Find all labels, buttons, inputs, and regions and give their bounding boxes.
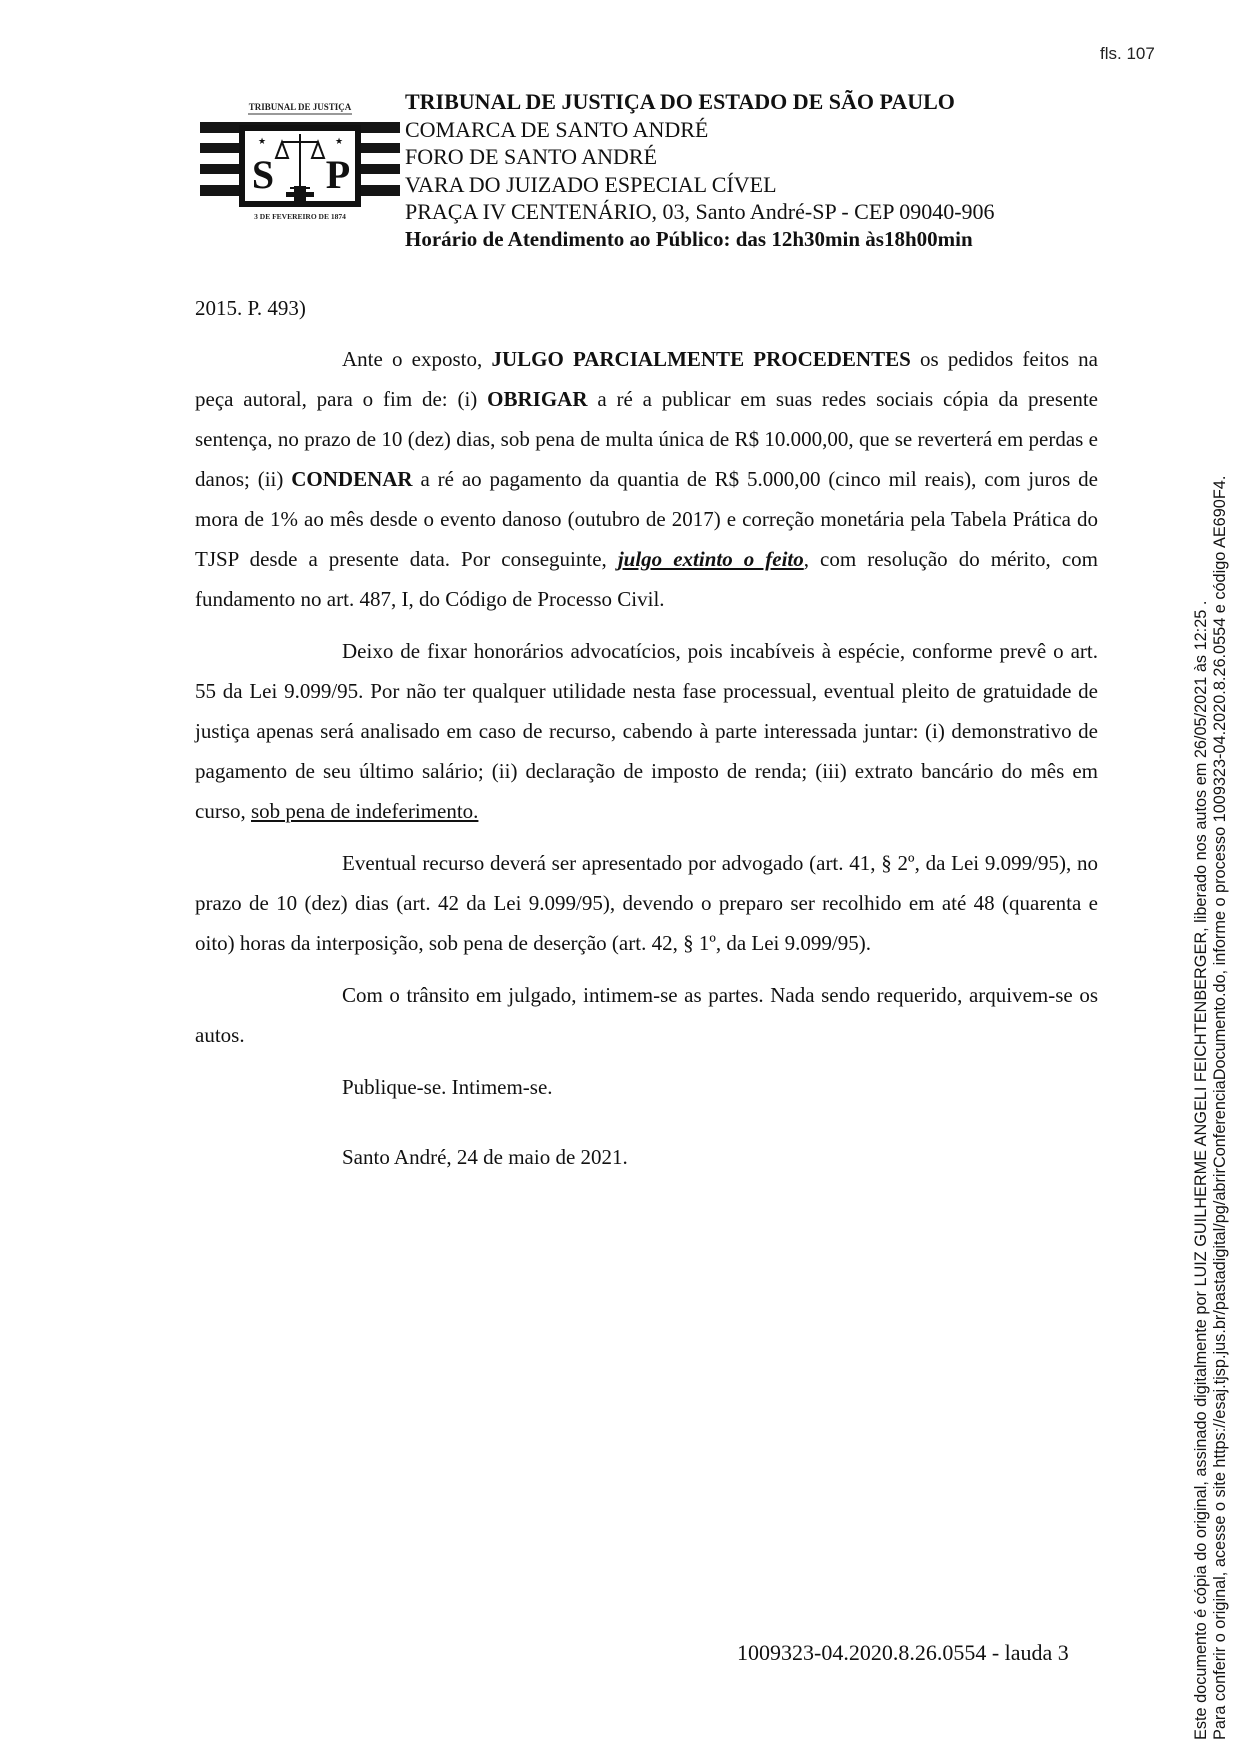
- comarca-line: COMARCA DE SANTO ANDRÉ: [405, 116, 709, 142]
- logo-top-text: TRIBUNAL DE JUSTIÇA: [248, 102, 352, 112]
- court-header: [405, 88, 995, 253]
- court-seal-logo: [198, 76, 402, 224]
- svg-text:★: ★: [258, 136, 267, 146]
- verdict-text-2: os pedidos feitos na peça autoral, para o fim de: (i): [195, 347, 1098, 411]
- fees-text: Deixo de fixar honorários advocatícios, pois incabíveis à espécie, conforme prevê o art. 55 da Lei 9.099/95. Por não ter qualquer utilidade nesta fase processual, eventual pleito de gratuidade de justiça apenas será analisado em caso de recurso, cabendo à parte interessada juntar: (i) demonstrativo de pagamento de seu último salário; (ii) declaração de imposto de renda; (iii) extrato bancário do mês em curso,: [195, 639, 1098, 823]
- vara-line: VARA DO JUIZADO ESPECIAL CÍVEL: [405, 171, 777, 197]
- paragraph-fees: [195, 631, 1098, 831]
- address-line: PRAÇA IV CENTENÁRIO, 03, Santo André-SP - CEP 09040-906: [405, 199, 995, 224]
- paragraph-appeal: Eventual recurso deverá ser apresentado por advogado (art. 41, § 2º, da Lei 9.099/95), no prazo de 10 (dez) dias (art. 42 da Lei 9.099/95), devendo o preparo ser recolhido em até 48 (quarenta e oito) horas da interposição, sob pena de deserção (art. 42, § 1º, da Lei 9.099/95).: [195, 851, 1098, 955]
- verdict-text-4: a ré ao pagamento da quantia de R$ 5.000,00 (cinco mil reais), com juros de mora de 1% ao mês desde o evento danoso (outubro de 2017) e correção monetária pela Tabela Prática do TJSP desde a presente data. Por conseguinte,: [195, 467, 1098, 571]
- court-name: TRIBUNAL DE JUSTIÇA DO ESTADO DE SÃO PAULO: [405, 89, 955, 114]
- logo-letter-s: S: [251, 152, 275, 197]
- svg-text:★: ★: [335, 136, 344, 146]
- paragraph-citation-end: 2015. P. 493): [195, 296, 306, 320]
- verdict-bold-1: JULGO PARCIALMENTE PROCEDENTES: [491, 347, 911, 371]
- signature-note-line-1: Este documento é cópia do original, assinado digitalmente por LUIZ GUILHERME ANGELI FEICHTENBERGER, liberado nos autos em 26/05/2021 às 12:25 .: [1192, 600, 1210, 1740]
- verdict-bold-2: OBRIGAR: [487, 387, 588, 411]
- fees-underlined: sob pena de indeferimento.: [251, 799, 479, 823]
- verdict-bold-3: CONDENAR: [291, 467, 413, 491]
- verdict-text-1: Ante o exposto,: [342, 347, 492, 371]
- paragraph-date: Santo André, 24 de maio de 2021.: [342, 1145, 628, 1169]
- foro-line: FORO DE SANTO ANDRÉ: [405, 144, 658, 169]
- paragraph-archive: Com o trânsito em julgado, intimem-se as partes. Nada sendo requerido, arquivem-se os autos.: [195, 983, 1098, 1047]
- logo-letter-p: P: [325, 152, 351, 197]
- verdict-text-5: , com resolução do mérito, com fundamento no art. 487, I, do Código de Processo Civil.: [195, 547, 1098, 611]
- verdict-bold-italic: julgo extinto o feito: [617, 547, 804, 571]
- digital-signature-note: [1192, 476, 1230, 1740]
- paragraph-publish: Publique-se. Intimem-se.: [342, 1075, 553, 1099]
- page-number: fls. 107: [1100, 44, 1155, 63]
- footer-process-number: 1009323-04.2020.8.26.0554 - lauda 3: [737, 1640, 1069, 1665]
- verdict-text-3: a ré a publicar em suas redes sociais cópia da presente sentença, no prazo de 10 (dez) dias, sob pena de multa única de R$ 10.000,00, que se reverterá em perdas e danos; (ii): [195, 387, 1098, 491]
- paragraph-verdict: [195, 339, 1098, 619]
- hours-line: Horário de Atendimento ao Público: das 12h30min às18h00min: [405, 226, 973, 251]
- logo-bottom-text: 3 DE FEVEREIRO DE 1874: [254, 212, 346, 221]
- signature-note-line-2: Para conferir o original, acesse o site https://esaj.tjsp.jus.br/pastadigital/pg/abrirConferenciaDocumento.do, informe o processo 1009323-04.2020.8.26.0554 e código AE690F4.: [1211, 475, 1229, 1740]
- document-body: [195, 288, 1098, 1177]
